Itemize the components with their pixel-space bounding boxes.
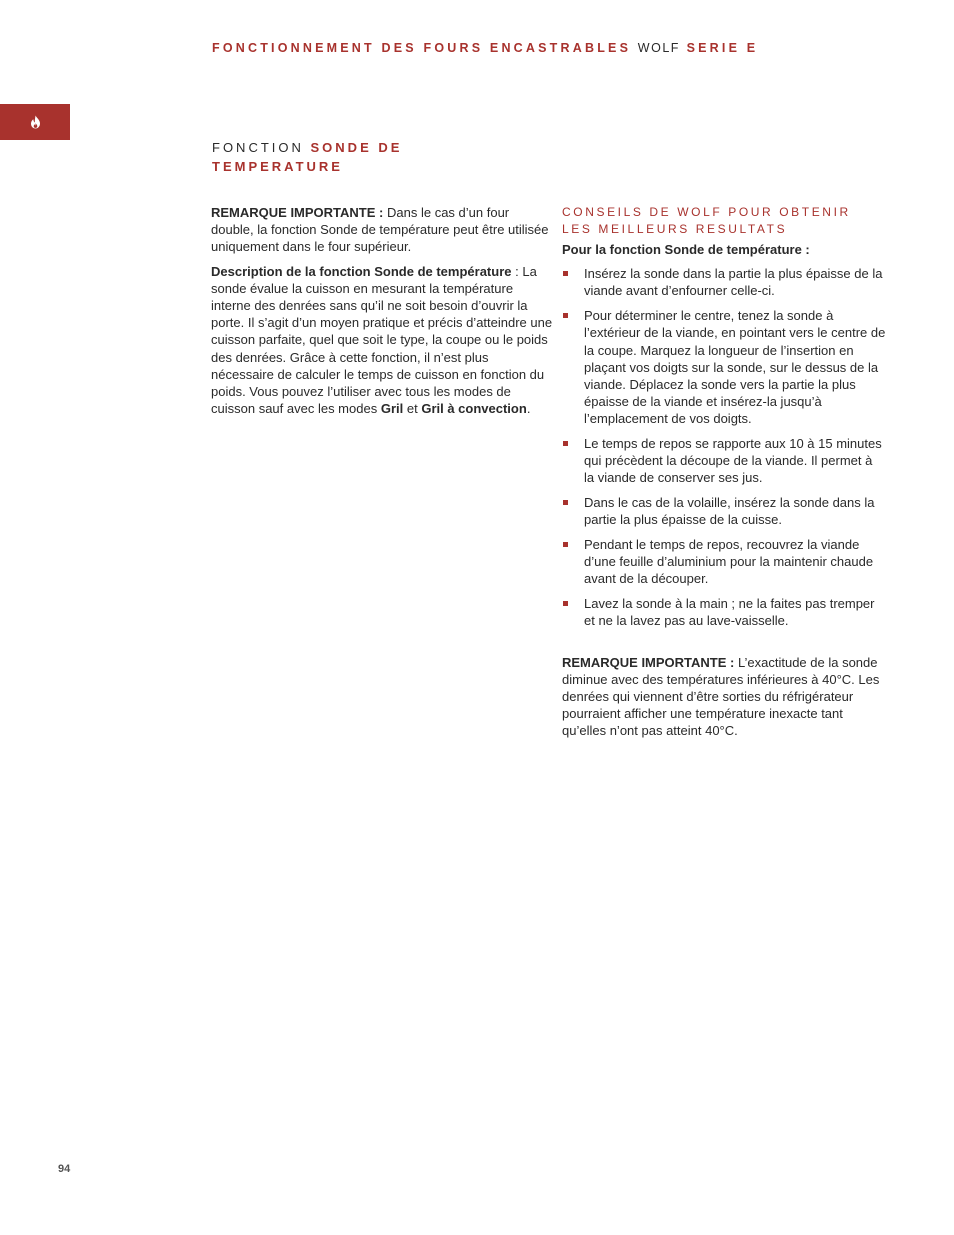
important-note [211,204,553,256]
bullet-square-icon [563,313,568,318]
tips-subtitle: Pour la fonction Sonde de température : [562,242,810,257]
description-paragraph [211,263,553,418]
right-column [562,204,886,747]
important-note-accuracy-label: REMARQUE IMPORTANTE : [562,654,735,670]
section-title-highlight: SONDE DE TEMPERATURE [212,140,403,174]
mode-joiner: et [406,401,418,417]
description-label: Description de la fonction Sonde de température [211,263,512,279]
tip-text: Le temps de repos se rapporte aux 10 à 15 minutes qui précèdent la découpe de la viande. Il permet à la viande de conserver ses jus. [584,436,882,486]
tip-text: Dans le cas de la volaille, insérez la sonde dans la partie la plus épaisse de la cuisse. [584,495,875,528]
description-end: . [526,401,531,417]
section-title [212,138,442,176]
bullet-square-icon [563,441,568,446]
section-tab [0,104,70,140]
list-item [562,307,886,427]
header-series: SERIE E [686,41,759,55]
tips-title: CONSEILS DE WOLF POUR OBTENIR LES MEILLEURS RESULTATS [562,205,851,236]
description-text: La sonde évalue la cuisson en mesurant la température interne des denrées sans qu’il ne soit besoin d’ouvrir la porte. Il s’agit d’un moyen pratique et précis d’atteindre une cuisson parfaite, quel que soit le type, la coupe ou le poids des denrées. Grâce à cette fonction, il n’est plus nécessaire de calculer le temps de cuisson en fonction du poids. Vous pouvez l’utiliser avec tous les modes de cuisson sauf avec les modes [211,263,553,417]
important-note-label: REMARQUE IMPORTANTE : [211,205,384,220]
page-number: 94 [58,1163,71,1175]
header-brand: WOLF [637,41,680,55]
bullet-square-icon [563,271,568,276]
description-colon: : [515,263,519,279]
list-item [562,536,886,588]
list-item [562,595,886,629]
bullet-square-icon [563,500,568,505]
tip-text: Lavez la sonde à la main ; ne la faites pas tremper et ne la lavez pas au lave-vaisselle. [584,596,875,629]
running-header [212,40,758,56]
tip-text: Insérez la sonde dans la partie la plus épaisse de la viande avant d’enfourner celle-ci. [584,266,883,299]
left-column [211,204,553,424]
important-note-text: Dans le cas d’un four double, la fonction Sonde de température peut être utilisée uniquement dans le four supérieur. [211,205,549,255]
tip-text: Pour déterminer le centre, tenez la sonde à l’extérieur de la viande, en pointant vers le centre de la coupe. Marquez la longueur de l’insertion en plaçant vos doigts sur la sonde, sur le dessus de la viande. Déplacez la sonde vers la partie la plus épaisse de la viande et insérez-la jusqu’à l’emplacement de vos doigts. [584,308,886,427]
section-title-prefix: FONCTION [212,140,304,155]
tips-list [562,265,886,629]
list-item [562,265,886,299]
important-note-accuracy [562,654,886,740]
flame-icon [30,115,41,129]
header-title: FONCTIONNEMENT DES FOURS ENCASTRABLES [212,41,632,55]
mode-gril-convection: Gril à convection [421,401,527,417]
bullet-square-icon [563,542,568,547]
bullet-square-icon [563,601,568,606]
mode-gril: Gril [380,401,404,417]
tip-text: Pendant le temps de repos, recouvrez la viande d’une feuille d’aluminium pour la maintenir chaude avant de la découper. [584,537,874,587]
list-item [562,494,886,528]
list-item [562,435,886,487]
important-note-accuracy-text: L’exactitude de la sonde diminue avec des températures inférieures à 40°C. Les denrées qui viennent d’être sorties du réfrigérateur pourraient afficher une température inexacte tant qu’elles n’ont pas atteint 40°C. [562,654,880,739]
